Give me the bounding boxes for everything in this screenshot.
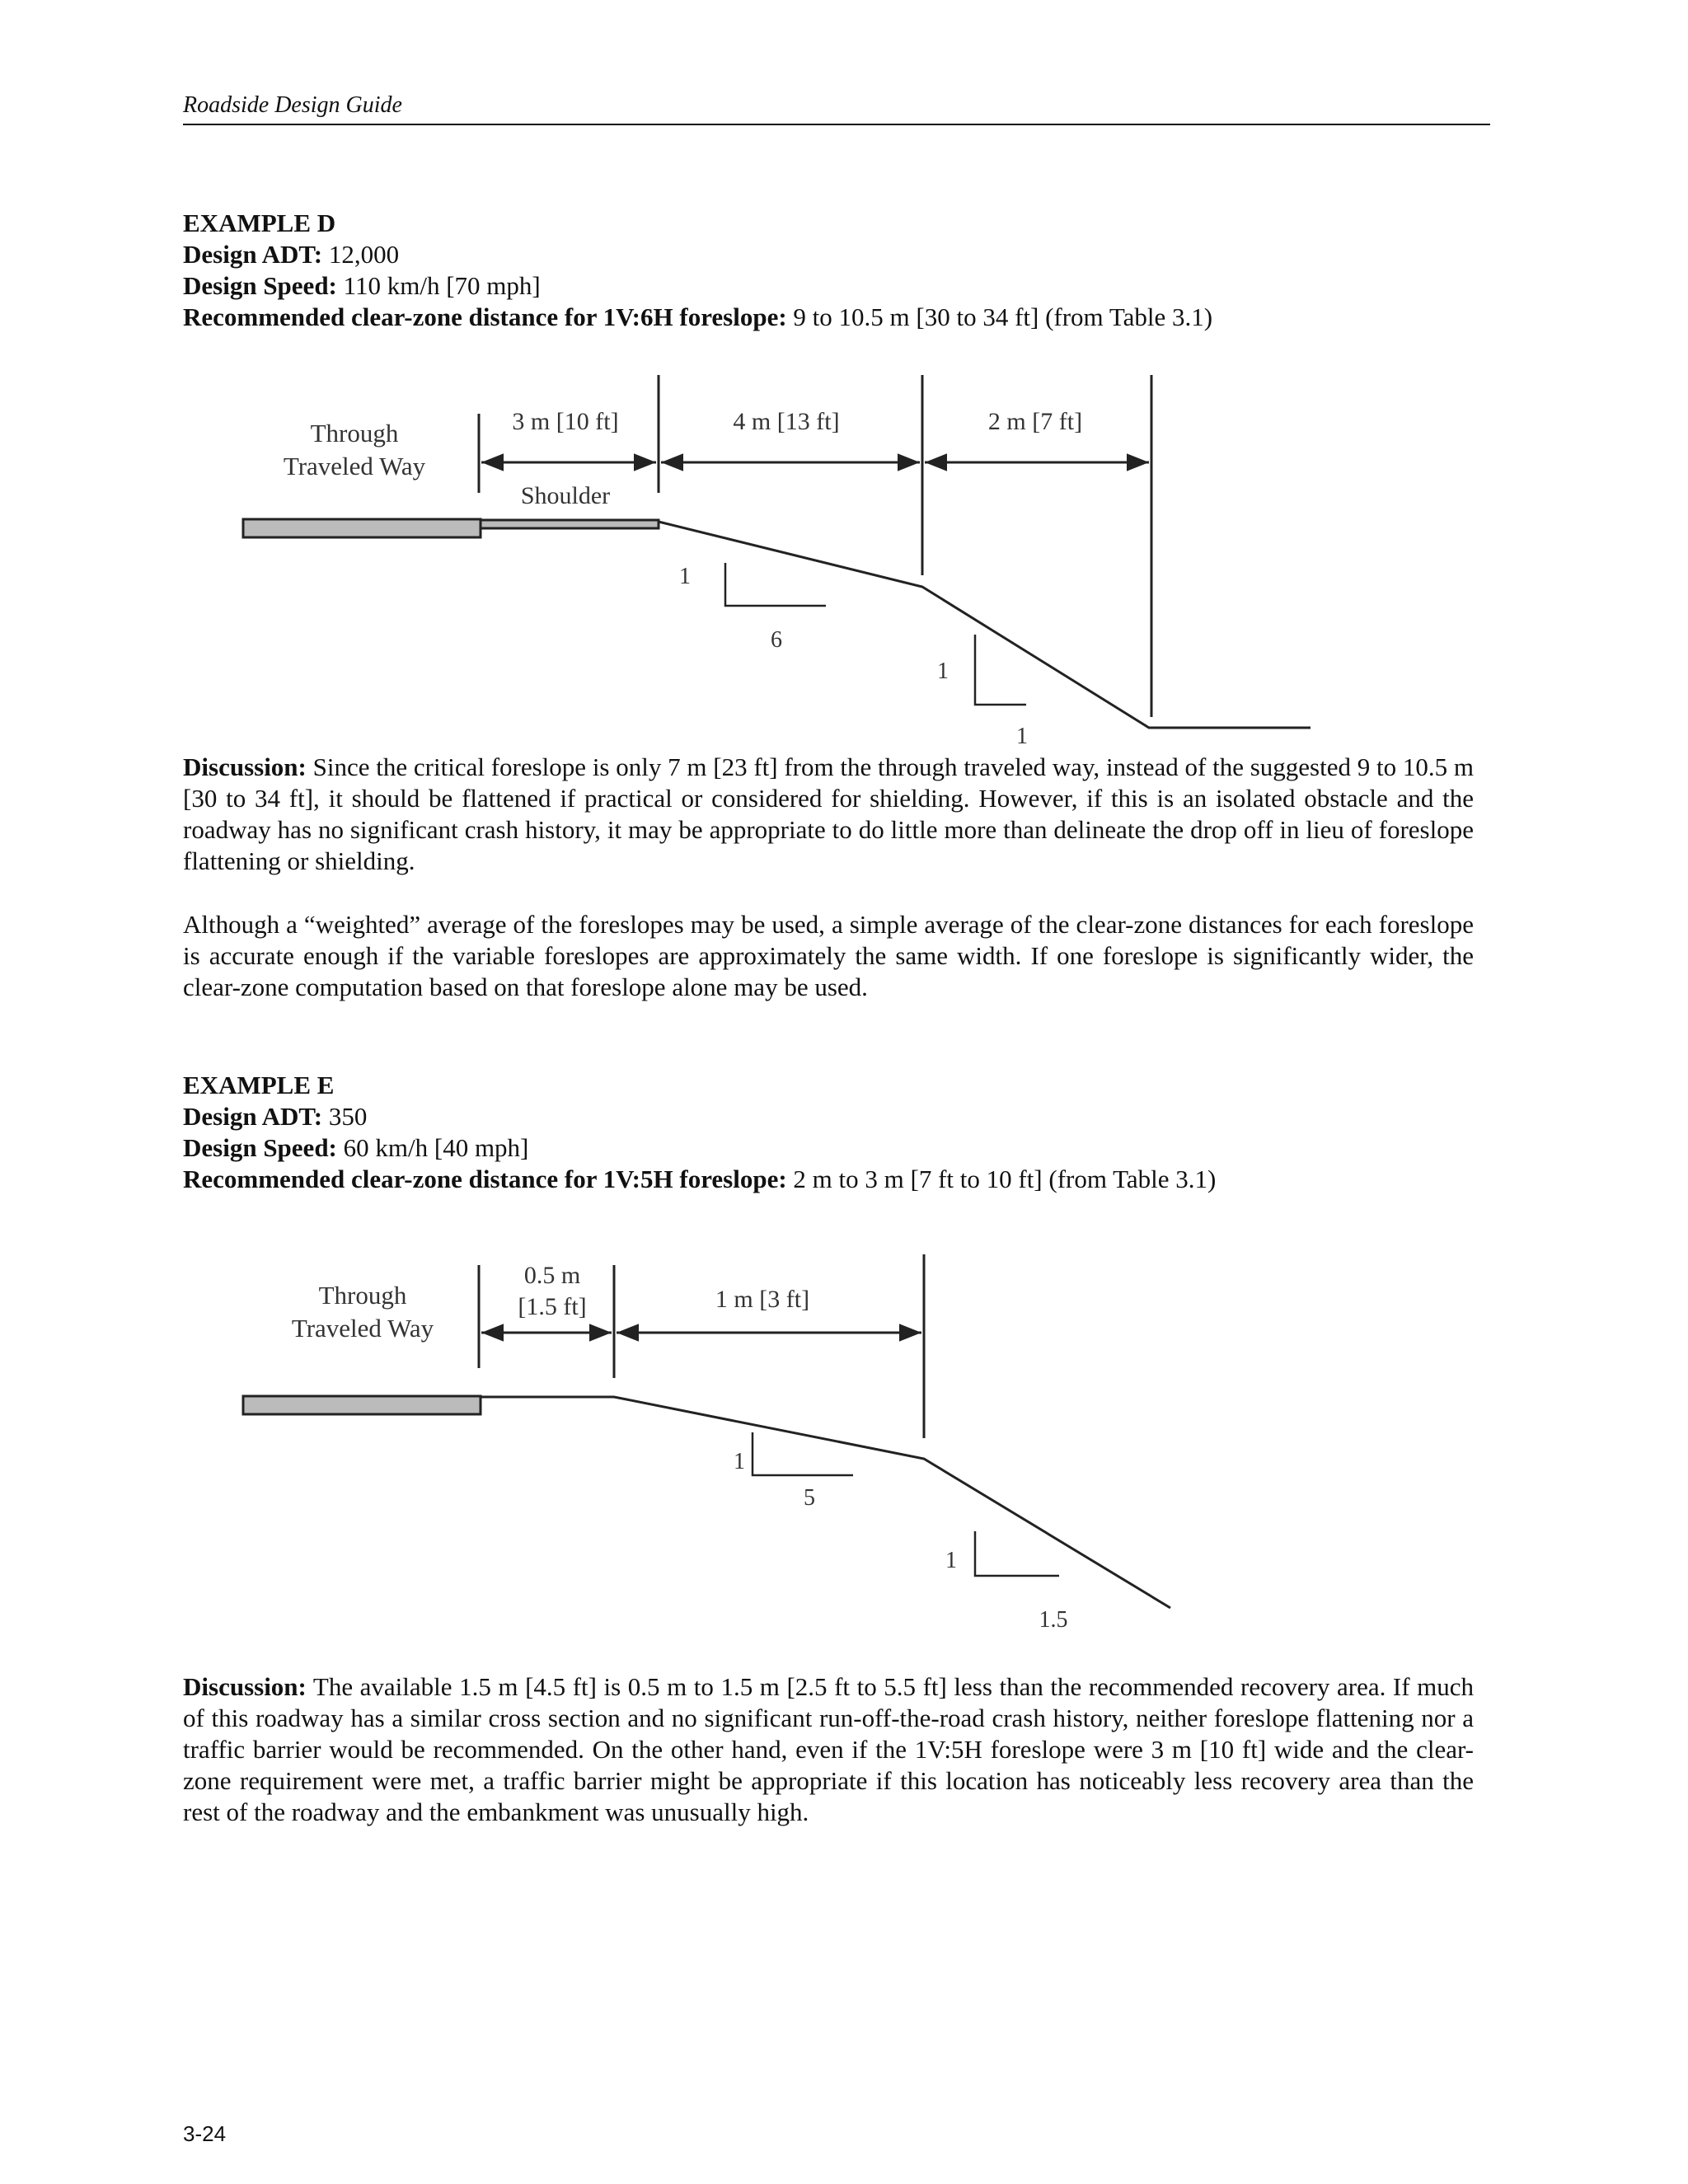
example-d-through-label-1: Through (310, 419, 399, 448)
example-d-slope-indicator-1 (725, 563, 826, 606)
example-d-clear-label: Recommended clear-zone distance for 1V:6H foreslope: (183, 302, 787, 331)
example-e-dim-label-1b: [1.5 ft] (518, 1293, 587, 1320)
example-d-discussion (183, 752, 1474, 877)
example-d-slope2-rise: 1 (937, 658, 949, 684)
example-e-slope1-run: 5 (804, 1485, 815, 1511)
running-header: Roadside Design Guide (183, 92, 402, 118)
example-e-dim-label-2: 1 m [3 ft] (715, 1286, 810, 1313)
example-e-clear-value: 2 m to 3 m [7 ft to 10 ft] (from Table 3.1) (786, 1165, 1217, 1193)
example-d-dim-label-1: 3 m [10 ft] (512, 408, 619, 435)
example-d-slope2-run: 1 (1016, 724, 1028, 749)
example-e-adt-value: 350 (322, 1102, 368, 1131)
example-d-discussion-label: Discussion: (183, 752, 307, 781)
example-d-slope1-rise: 1 (679, 564, 691, 589)
example-d-ground-profile (659, 522, 1311, 728)
example-e-info (183, 1070, 1216, 1195)
example-e-discussion-text: The available 1.5 m [4.5 ft] is 0.5 m to 1.5 m [2.5 ft to 5.5 ft] less than the recommended recovery area. If much of this roadway has a similar cross section and no significant run-off-the-road crash history, neither foreslope flattening nor a traffic barrier would be recommended. On the other hand, even if the 1V:5H foreslope were 3 m [10 ft] wide and the clear-zone requirement were met, a traffic barrier might be appropriate if this location has noticeably less recovery area than the rest of the roadway and the embankment was unusually high. (183, 1672, 1474, 1826)
example-e-through-label-2: Traveled Way (291, 1314, 434, 1343)
example-d-discussion-text: Since the critical foreslope is only 7 m [23 ft] from the through traveled way, instead of the suggested 9 to 10.5 m [30 to 34 ft], it should be flattened if practical or considered for shielding. However, if this is an isolated obstacle and the roadway has no significant crash history, it may be appropriate to do little more than delineate the drop off in lieu of foreslope flattening or shielding. (183, 752, 1474, 875)
example-e-slope-indicator-2 (975, 1531, 1059, 1576)
example-d-slope1-run: 6 (771, 627, 782, 653)
example-d-shoulder-slab (481, 520, 659, 528)
example-e-slope1-rise: 1 (734, 1449, 745, 1474)
example-d-adt-value: 12,000 (322, 240, 400, 269)
example-d-travel-way-slab (243, 519, 481, 537)
example-e-slope2-rise: 1 (945, 1548, 957, 1573)
example-e-slope-indicator-1 (753, 1432, 853, 1475)
example-e-discussion-label: Discussion: (183, 1672, 307, 1701)
example-d-speed-label: Design Speed: (183, 271, 337, 300)
example-d-through-label-2: Traveled Way (283, 452, 426, 480)
example-d-adt-label: Design ADT: (183, 240, 323, 269)
example-e-speed-label: Design Speed: (183, 1133, 337, 1162)
example-d-dim-label-3: 2 m [7 ft] (987, 408, 1083, 435)
example-d-slope-indicator-2 (975, 635, 1026, 705)
example-e-travel-way-slab (243, 1396, 481, 1414)
example-d-speed-value: 110 km/h [70 mph] (336, 271, 541, 300)
example-e-discussion (183, 1671, 1474, 1828)
example-d-heading: EXAMPLE D (183, 209, 336, 237)
example-e-dim-label-1a: 0.5 m (523, 1262, 581, 1289)
example-d-dim-label-2: 4 m [13 ft] (733, 408, 840, 435)
page-number: 3-24 (183, 2121, 227, 2146)
example-e-speed-value: 60 km/h [40 mph] (336, 1133, 529, 1162)
example-d-followup-paragraph: Although a “weighted” average of the foreslopes may be used, a simple average of the clear-zone distances for each foreslope is accurate enough if the variable foreslopes are approximately the same width. If one foreslope is significantly wider, the clear-zone computation based on that foreslope alone may be used. (183, 910, 1474, 1001)
example-d-shoulder-label: Shoulder (520, 482, 611, 509)
example-e-slope2-run: 1.5 (1039, 1607, 1068, 1633)
example-d-clear-value: 9 to 10.5 m [30 to 34 ft] (from Table 3.1) (786, 302, 1213, 331)
example-e-adt-label: Design ADT: (183, 1102, 323, 1131)
example-e-clear-label: Recommended clear-zone distance for 1V:5H foreslope: (183, 1165, 787, 1193)
example-e-ground-profile (481, 1397, 1170, 1608)
example-e-through-label-1: Through (318, 1281, 407, 1310)
example-e-heading: EXAMPLE E (183, 1071, 335, 1099)
